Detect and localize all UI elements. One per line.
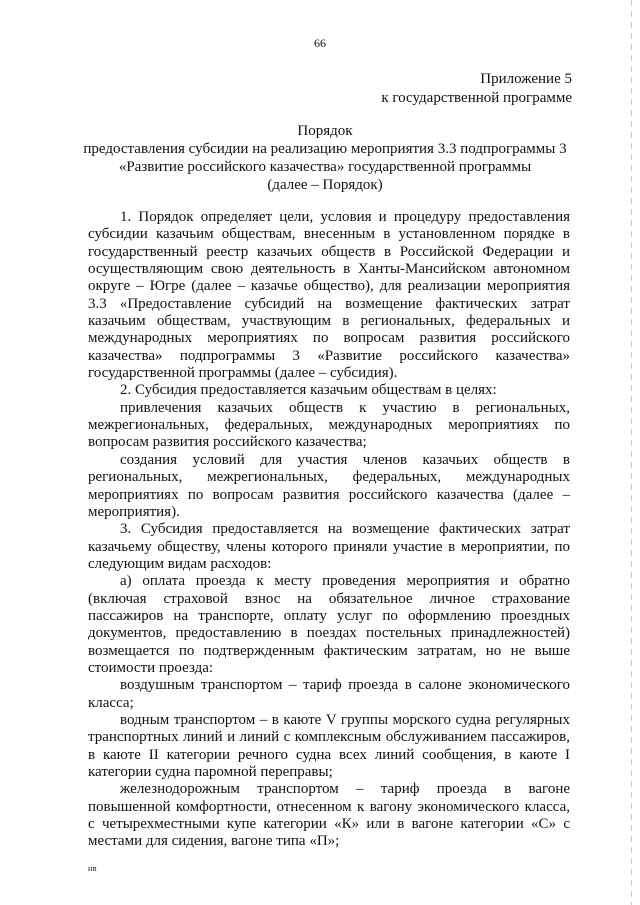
scan-edge bbox=[631, 0, 632, 905]
appendix-line-2: к государственной программе bbox=[381, 90, 572, 106]
title-line-3: (далее – Порядок) bbox=[267, 177, 383, 193]
document-title bbox=[80, 122, 570, 194]
paragraph-6: а) оплата проезда к месту проведения мероприятия и обратно (включая страховой взнос на обязательное личное страхование пассажиров на транспорте, оплату услуг по оформлению проездных документов, предоставлению в поездах постельных принадлежностей) возмещается по подтвержденным фактическим затратам, но не выше стоимости проезда: bbox=[88, 573, 570, 676]
paragraph-7: воздушным транспортом – тариф проезда в салоне экономического класса; bbox=[88, 677, 570, 711]
page-number: 66 bbox=[314, 36, 326, 50]
paragraph-3: привлечения казачьих обществ к участию в региональных, межрегиональных, федеральных, международных мероприятиях по вопросам развития российского казачества; bbox=[88, 399, 570, 451]
document-body bbox=[88, 209, 570, 851]
appendix-header bbox=[381, 70, 572, 108]
appendix-line-1: Приложение 5 bbox=[480, 71, 572, 87]
paragraph-1: 1. Порядок определяет цели, условия и процедуру предоставления субсидии казачьим обществам, внесенным в установленном порядке в государственный реестр казачьих обществ в Российской Федерации и осуществляющим свою деятельность в Ханты-Мансийском автономном округе – Югре (далее – казачье общество), для реализации мероприятия 3.3 «Предоставление субсидий на возмещение фактических затрат казачьим обществам, участвующим в региональных, федеральных и международных мероприятиях по вопросам развития российского казачества» подпрограммы 3 «Развитие российского казачества» государственной программы (далее – субсидия). bbox=[88, 209, 570, 382]
paragraph-4: создания условий для участия членов казачьих обществ в региональных, межрегиональных, федеральных, международных мероприятиях по вопросам развития российского казачества (далее – мероприятия). bbox=[88, 451, 570, 520]
title-line-1: предоставления субсидии на реализацию мероприятия 3.3 подпрограммы 3 bbox=[83, 141, 567, 157]
paragraph-9: железнодорожным транспортом – тариф проезда в вагоне повышенной комфортности, отнесенном к вагону экономического класса, с четырехместными купе категории «К» или в вагоне категории «С» с местами для сидения, вагоне типа «П»; bbox=[88, 781, 570, 850]
title-heading: Порядок bbox=[297, 123, 353, 139]
paragraph-5: 3. Субсидия предоставляется на возмещение фактических затрат казачьему обществу, члены которого приняли участие в мероприятии, по следующим видам расходов: bbox=[88, 521, 570, 572]
paragraph-2: 2. Субсидия предоставляется казачьим обществам в целях: bbox=[120, 382, 497, 399]
paragraph-8: водным транспортом – в каюте V группы морского судна регулярных транспортных линий и линий с комплексным обслуживанием пассажиров, в каюте II категории речного судна всех линий сообщения, в каюте I категории судна паромной переправы; bbox=[88, 711, 570, 780]
footer-mark: нв bbox=[88, 864, 98, 873]
title-line-2: «Развитие российского казачества» государственной программы bbox=[118, 159, 532, 175]
